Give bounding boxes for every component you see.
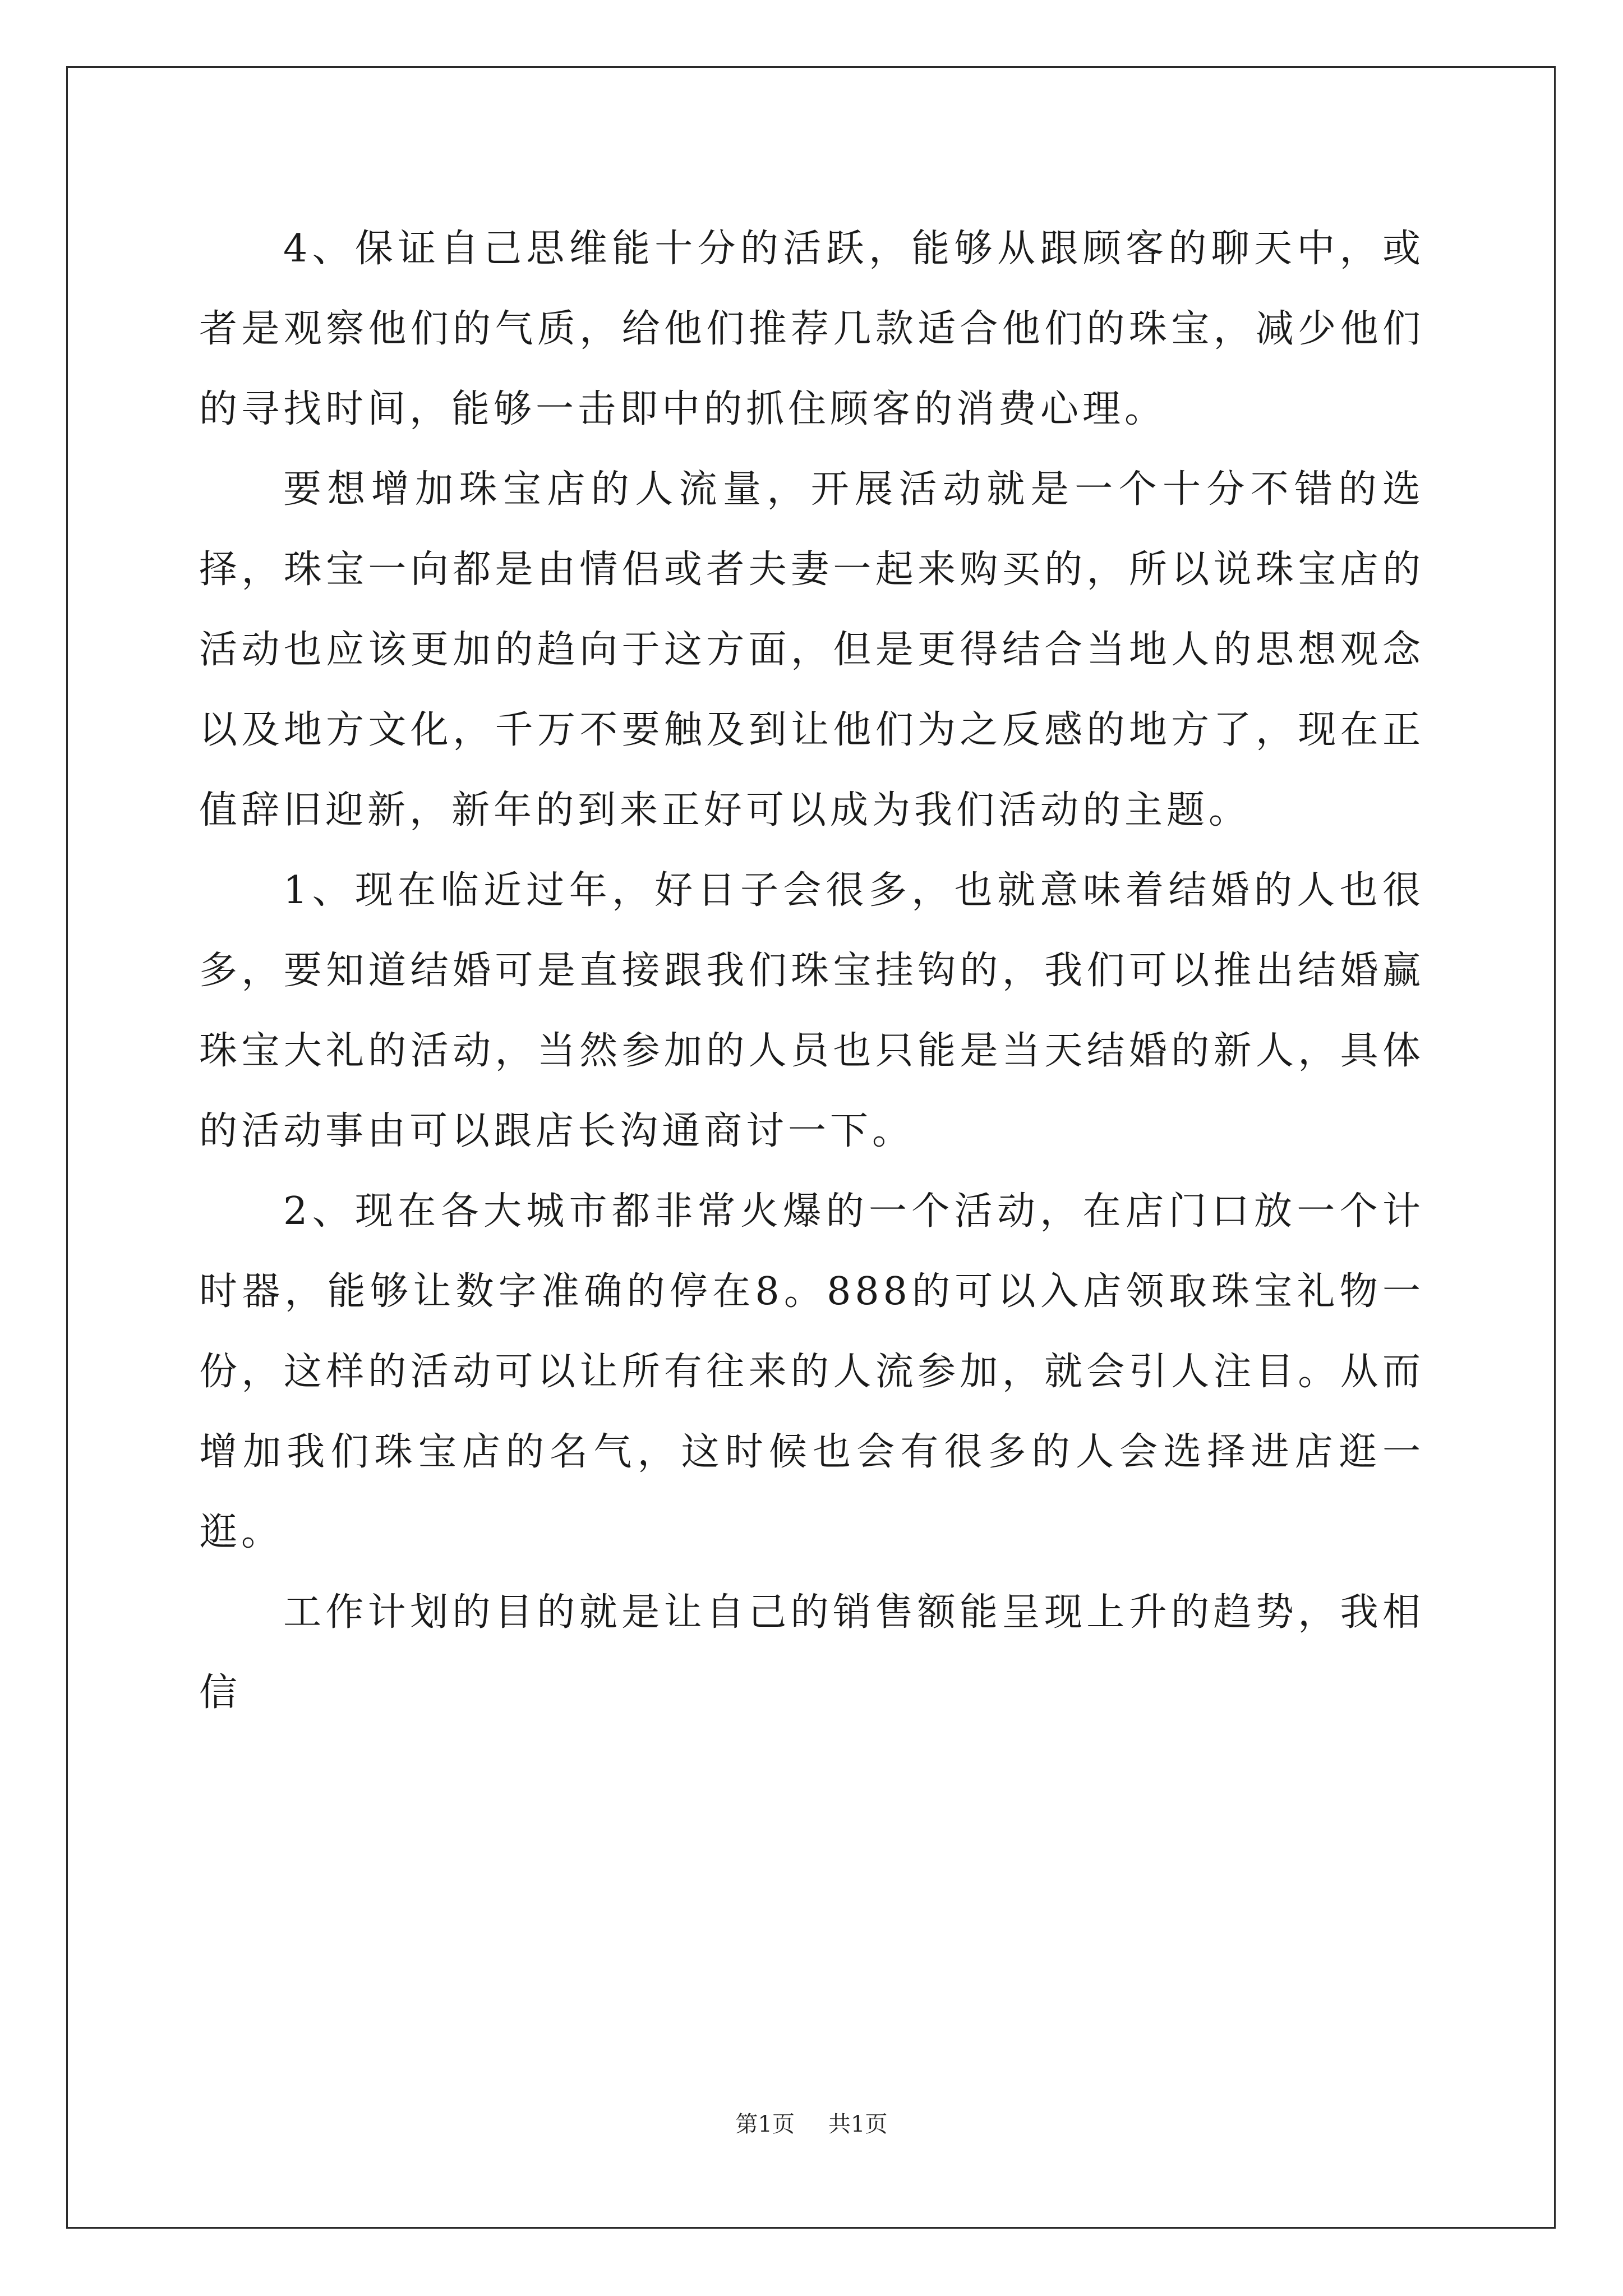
paragraph: 工作计划的目的就是让自己的销售额能呈现上升的趋势，我相信 bbox=[199, 1590, 1424, 1715]
document-body bbox=[199, 209, 1424, 1733]
paragraph: 要想增加珠宝店的人流量，开展活动就是一个十分不错的选择，珠宝一向都是由情侣或者夫妻一起来购买的，所以说珠宝店的活动也应该更加的趋向于这方面，但是更得结合当地人的思想观念以及地方文化，千万不要触及到让他们为之反感的地方了，现在正值辞旧迎新，新年的到来正好可以成为我们活动的主题。 bbox=[199, 467, 1424, 832]
paragraph: 4、保证自己思维能十分的活跃，能够从跟顾客的聊天中，或者是观察他们的气质，给他们推荐几款适合他们的珠宝，减少他们的寻找时间，能够一击即中的抓住顾客的消费心理。 bbox=[199, 227, 1424, 431]
page-footer bbox=[0, 2106, 1623, 2138]
page-number: 第1页 bbox=[735, 2111, 795, 2137]
page-total: 共1页 bbox=[828, 2111, 888, 2137]
paragraph: 1、现在临近过年，好日子会很多，也就意味着结婚的人也很多，要知道结婚可是直接跟我们珠宝挂钩的，我们可以推出结婚赢珠宝大礼的活动，当然参加的人员也只能是当天结婚的新人，具体的活动事由可以跟店长沟通商讨一下。 bbox=[199, 868, 1424, 1153]
paragraph: 2、现在各大城市都非常火爆的一个活动，在店门口放一个计时器，能够让数字准确的停在8。888的可以入店领取珠宝礼物一份，这样的活动可以让所有往来的人流参加，就会引人注目。从而增加我们珠宝店的名气，这时候也会有很多的人会选择进店逛一逛。 bbox=[199, 1189, 1424, 1554]
